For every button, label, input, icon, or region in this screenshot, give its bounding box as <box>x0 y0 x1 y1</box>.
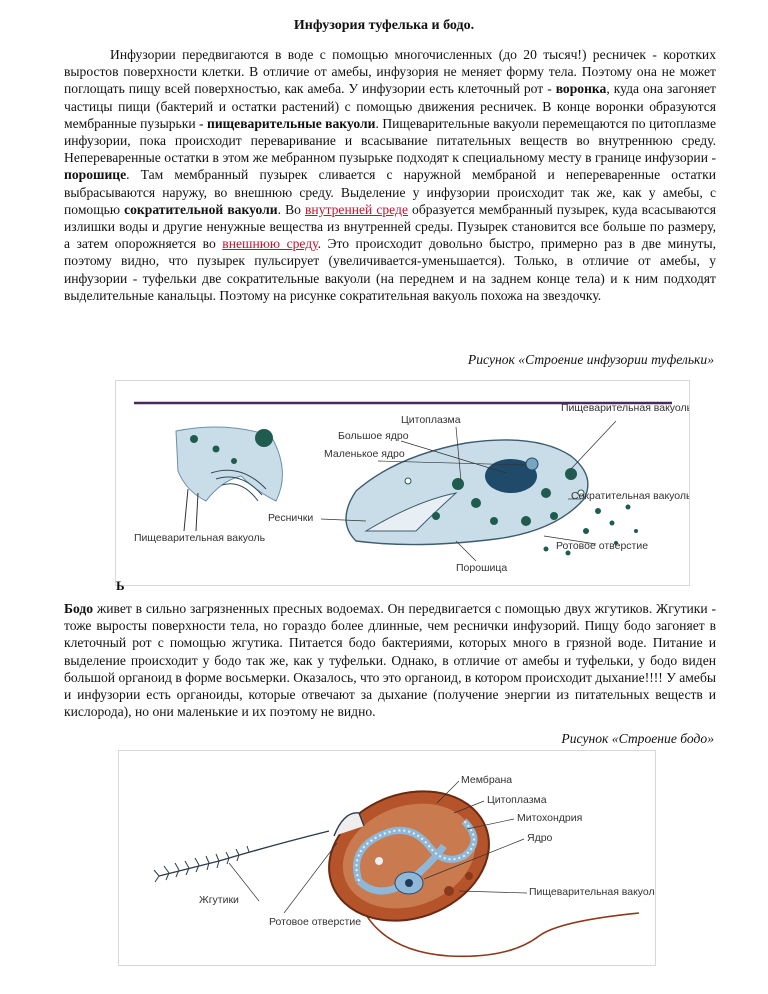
label-mouth: Ротовое отверстие <box>556 540 649 552</box>
text-run: образуется мембранный пузырек, куда всасываются излишки воды и другие ненужные вещества из внутренней среды. Пузырек становится все больше по размеру, а затем опорожняется во <box>64 201 716 252</box>
label-cytoplasm: Цитоплазма <box>401 414 461 426</box>
term-digestive-vacuoles: пищеварительные вакуоли <box>207 115 376 131</box>
paragraph-infusoria <box>64 46 716 304</box>
paragraph-bodo <box>64 600 716 720</box>
label-cilia: Реснички <box>268 512 314 524</box>
flagellum-left <box>159 831 329 876</box>
figure-bodo <box>118 750 656 966</box>
label-mouth: Ротовое отверстие <box>269 916 362 928</box>
term-voronka: воронка <box>555 81 607 97</box>
term-bodo: Бодо <box>64 601 94 616</box>
label-mitochondrion: Митохондрия <box>517 812 583 824</box>
label-big-nucleus: Большое ядро <box>338 430 409 442</box>
bodo-diagram <box>119 751 655 965</box>
label-anal-pore: Порошица <box>456 562 508 574</box>
label-small-nucleus: Маленькое ядро <box>324 448 405 460</box>
figure-paramecium <box>115 380 690 586</box>
figure-caption-paramecium: Рисунок «Строение инфузории туфельки» <box>467 352 714 367</box>
figure-caption-bodo: Рисунок «Строение бодо» <box>561 731 714 746</box>
paramecium-diagram <box>116 381 689 585</box>
text-run: , куда она загоняет частицы пищи (бактерий и остатки растений) с помощью движения ресничек. В конце воронки образуются мембранные пузырьки - <box>64 81 716 131</box>
vacuole-dot <box>255 429 273 447</box>
page-title: Инфузория туфелька и бодо. <box>293 18 475 33</box>
label-digestive-vacuole-top: Пищеварительная вакуоль <box>561 402 689 414</box>
label-flagella: Жгутики <box>199 894 239 906</box>
text-run: Инфузории передвигаются в воде с помощью многочисленных (до 20 тысяч!) ресничек - коротких выростов поверхности клетки. В отличие от амебы, инфузория не меняет форму тела. Поэтому она не может поглощать пищу всей поверхностью, как амеба. У инфузории есть клеточный рот - <box>64 47 716 97</box>
label-membrane: Мембрана <box>461 774 513 786</box>
label-digestive-vacuole: Пищеварительная вакуоль <box>529 886 655 898</box>
label-digestive-vacuole-left: Пищеварительная вакуоль <box>134 532 266 544</box>
term-contractile-vacuole: сократительной вакуоли <box>124 201 278 217</box>
text-run: . Это происходит довольно быстро, примерно раз в две минуты, поэтому видно, что пузырек пульсирует (увеличивается-уменьшается). Только, в отличие от амебы, у инфузории - туфельки две сократительные вакуоли (на переднем и на заднем конце тела) и к ним подходят выделительные канальцы. Поэтому на рисунке сократительная вакуоль похожа на звездочку. <box>64 236 716 303</box>
label-contractile-vacuole: Сократительная вакуоль <box>571 490 689 502</box>
link-external-environment[interactable]: внешнюю среду <box>222 236 318 252</box>
text-run: . Пищеварительные вакуоли перемещаются по цитоплазме инфузории, пока происходит переваривание и всасывание питательных веществ во внутреннюю среду. Непереваренные остатки в этом же мебранном пузырьке подходят к специальному месту в границе инфузории - <box>64 115 716 166</box>
text-run: живет в сильно загрязненных пресных водоемах. Он передвигается с помощью двух жгутиков. Жгутики - тоже выросты поверхности тела, но гораздо более длинные, чем реснички инфузорий. Пищу бодо загоняет в клеточный рот с помощью жгутика. Питается бодо бактериями, которых много в грязной воде. Питание и выделение происходит у бодо так же, как у туфельки. Однако, в отличие от амебы и туфельки, у бодо виден большой органоид в форме восьмерки. Оказалось, что это органоид, в котором происходит дыхание!!!! У амебы и инфузории есть органоиды, которые отвечают за дыхание (получение энергии из питательных веществ и кислорода), но они маленькие и их поэтому не видно. <box>64 601 716 720</box>
term-poroshitsa: порошице <box>64 167 127 183</box>
label-nucleus: Ядро <box>527 832 553 844</box>
label-cytoplasm: Цитоплазма <box>487 794 547 806</box>
text-run: . Там мембранный пузырек сливается с наружной мембраной и непереваренные остатки выбрасываются наружу, во внешнюю среду. Выделение у инфузории происходит так же, как у амебы, с помощью <box>64 167 716 217</box>
text-run: . Во <box>277 201 306 217</box>
link-internal-environment[interactable]: внутренней среде <box>305 201 408 217</box>
stray-character: Ь <box>116 578 125 593</box>
